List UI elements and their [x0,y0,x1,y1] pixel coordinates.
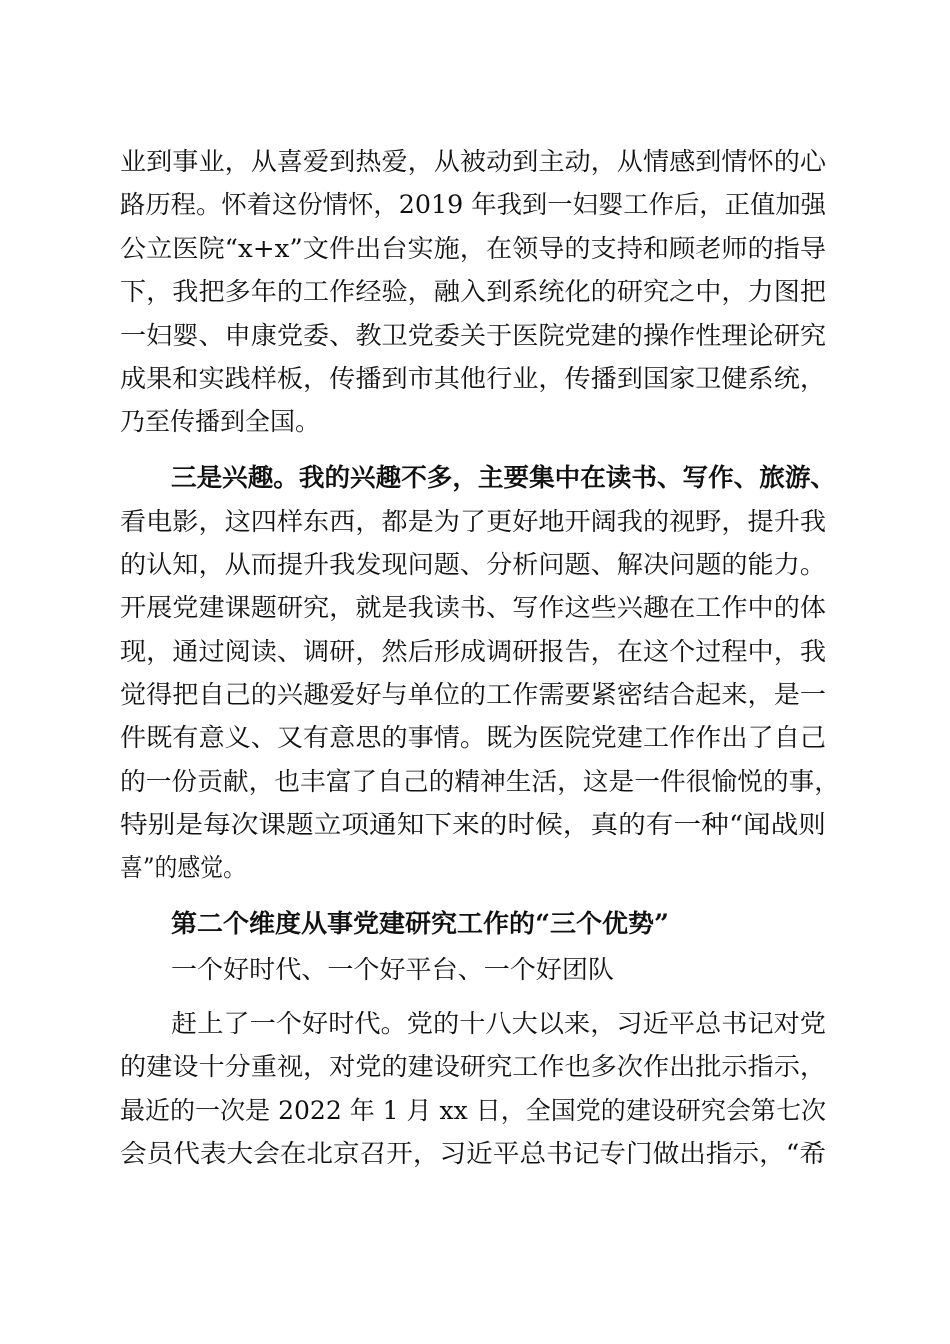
line-text: 路历程。怀着这份情怀，2019 年我到一妇婴工作后，正值加强 [120,190,826,219]
body-line [0,357,950,401]
body-line [0,183,950,227]
line-text: 第二个维度从事党建研究工作的“三个优势” [171,909,669,938]
body-line [0,1132,950,1176]
line-text: 一个好时代、一个好平台、一个好团队 [171,955,614,984]
body-line [0,270,950,314]
line-text: 公立医院“x+x”文件出台实施，在领导的支持和顾老师的指导 [120,234,826,263]
line-text: 件既有意义、又有意思的事情。既为医院党建工作作出了自己 [120,723,826,752]
line-text: 会员代表大会在北京召开，习近平总书记专门做出指示，“希 [120,1139,826,1168]
body-line [0,227,950,271]
line-text: 特别是每次课题立项通知下来的时候，真的有一种“闻战则 [120,810,826,839]
line-text: 现，通过阅读、调研，然后形成调研报告，在这个过程中，我 [120,637,826,666]
line-text: 觉得把自己的兴趣爱好与单位的工作需要紧密结合起来，是一 [120,680,826,709]
body-line [0,500,950,544]
body-line [0,140,950,184]
body-line [0,400,950,444]
body-line [0,716,950,760]
body-line [0,760,950,804]
line-text: 业到事业，从喜爱到热爱，从被动到主动，从情感到情怀的心 [120,147,826,176]
section-heading [0,902,950,946]
line-text: 赶上了一个好时代。党的十八大以来，习近平总书记对党 [171,1009,826,1038]
line-text: 开展党建课题研究，就是我读书、写作这些兴趣在工作中的体 [120,593,826,622]
body-line [0,543,950,587]
body-line [0,314,950,358]
body-line [0,846,950,890]
body-line [0,803,950,847]
body-line [0,1089,950,1133]
line-text: 乃至传播到全国。 [120,407,320,436]
line-text: 下，我把多年的工作经验，融入到系统化的研究之中，力图把 [120,277,826,306]
body-line [0,1045,950,1089]
subheading-line [0,948,950,992]
line-text: 喜”的感觉。 [120,853,246,882]
body-line-intro [0,456,950,500]
body-line [0,673,950,717]
line-text: 的建设十分重视，对党的建设研究工作也多次作出批示指示， [120,1052,826,1081]
line-text: 最近的一次是 2022 年 1 月 xx 日，全国党的建设研究会第七次 [120,1096,826,1125]
body-line [0,1002,950,1046]
body-line [0,586,950,630]
body-line [0,630,950,674]
line-text: 的一份贡献，也丰富了自己的精神生活，这是一件很愉悦的事， [120,767,840,796]
line-text: 看电影，这四样东西，都是为了更好地开阔我的视野，提升我 [120,507,826,536]
line-text: 成果和实践样板，传播到市其他行业，传播到国家卫健系统， [120,364,826,393]
line-text: 三是兴趣。我的兴趣不多，主要集中在读书、写作、旅游、 [171,463,836,492]
line-text: 的认知，从而提升我发现问题、分析问题、解决问题的能力。 [120,550,826,579]
line-text: 一妇婴、申康党委、教卫党委关于医院党建的操作性理论研究 [120,321,826,350]
